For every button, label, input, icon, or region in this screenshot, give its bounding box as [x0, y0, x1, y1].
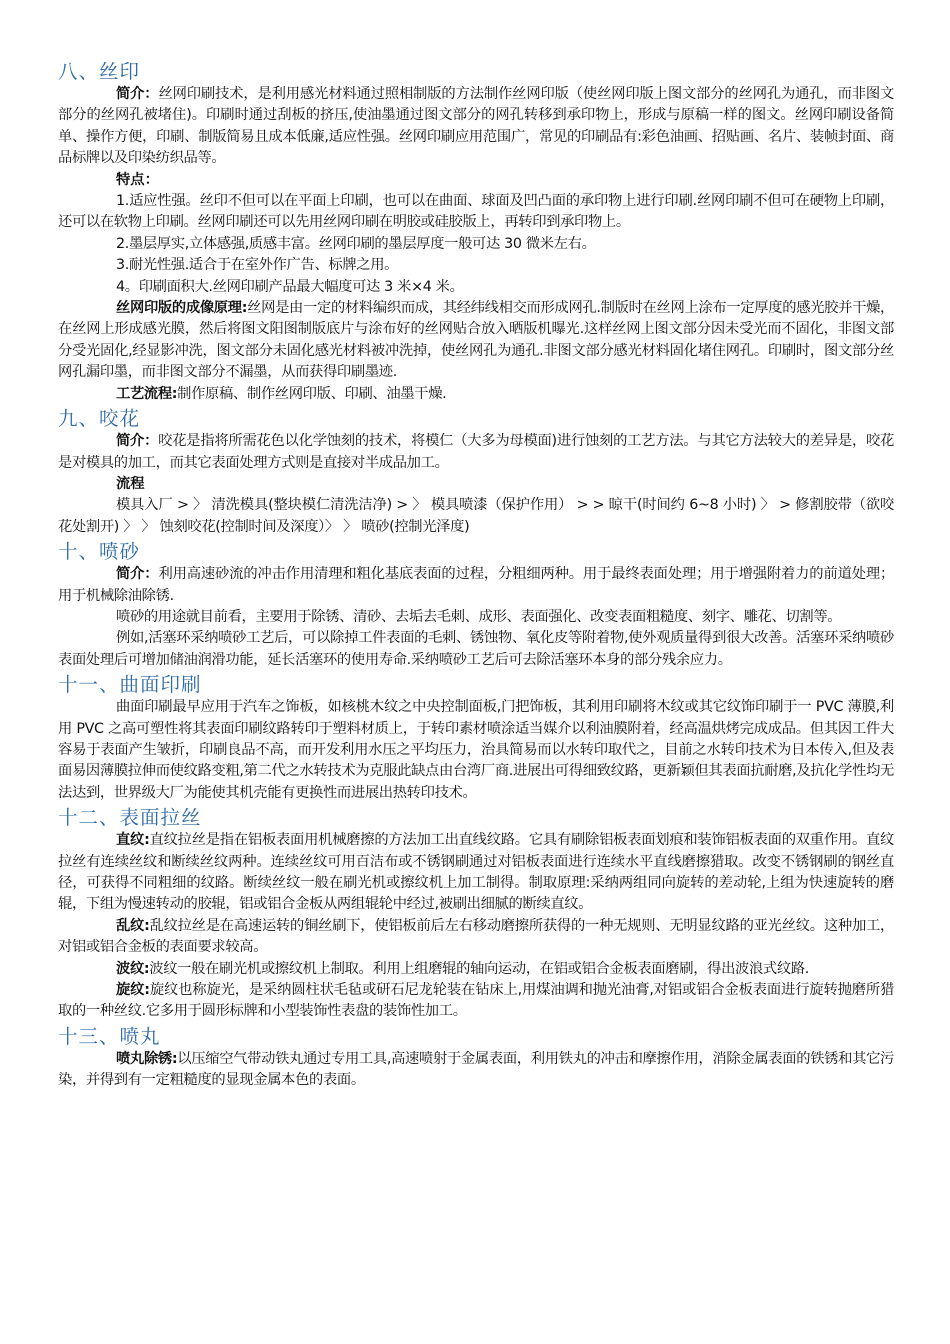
text: 以压缩空气带动铁丸通过专用工具,高速喷射于金属表面，利用铁丸的冲击和摩擦作用，消除金属表面的铁锈和其它污染，并得到有一定粗糙度的显现金属本色的表面。	[58, 1050, 895, 1089]
text: 丝网是由一定的材料编织而成，其经纬线相交而形成网孔.制版时在丝网上涂布一定厚度的感光胶并干燥，在丝网上形成感光膜，然后将图文阳图制版底片与涂布好的丝网贴合放入晒版机曝光.这样丝网上图文部分因未受光而不固化，非图文部分受光固化,经显影冲洗，图文部分未固化感光材料被冲洗掉，使丝网孔为通孔.非图文部分感光材料固化堵住网孔。印刷时，图文部分丝网孔漏印墨，而非图文部分不漏墨，从而获得印刷墨迹.	[58, 300, 894, 381]
text: 制作原稿、制作丝网印版、印刷、油墨干燥.	[177, 385, 447, 402]
paragraph	[58, 564, 894, 607]
paragraph: 模具入厂 > 〉 清洗模具(整块模仁清洗洁净) > 〉 模具喷漆（保护作用） > > 晾干(时间约 6~8 小时) 〉 > 修割胶带（欲咬花处割开) 〉 〉 蚀刻咬花(控制时间及深度）〉 〉 喷砂(控制光泽度)	[58, 497, 894, 535]
paragraph: 1.适应性强。丝印不但可以在平面上印刷，也可以在曲面、球面及凹凸面的承印物上进行印刷.丝网印刷不但可在硬物上印刷，还可以在软物上印刷。丝网印刷还可以先用丝网印刷在明胶或硅胶版上，再转印到承印物上。	[58, 193, 894, 231]
label: 工艺流程:	[116, 385, 178, 402]
text: 直纹拉丝是指在铝板表面用机械磨擦的方法加工出直线纹路。它具有刷除铝板表面划痕和装饰铝板表面的双重作用。直纹拉丝有连续丝纹和断续丝纹两种。连续丝纹可用百洁布或不锈钢刷通过对铝板表面进行连续水平直线磨擦猎取。改变不锈钢刷的钢丝直径，可获得不同粗细的纹路。断续丝纹一般在刷光机或擦纹机上加工制得。制取原理:采纳两组同向旋转的差动轮,上组为快速旋转的磨辊，下组为慢速转动的胶辊，铝或铝合金板从两组辊轮中经过,被刷出细腻的断续直纹。	[58, 832, 894, 913]
paragraph: 4。印刷面积大.丝网印刷产品最大幅度可达 3 米×4 米。	[116, 278, 464, 295]
paragraph	[58, 980, 894, 1023]
label: 简介：	[116, 433, 159, 450]
section-title-sandblasting: 十、喷砂	[58, 540, 141, 564]
section-title-brushing: 十二、表面拉丝	[58, 806, 202, 830]
paragraph: 例如,活塞环采纳喷砂工艺后，可以除掉工件表面的毛刺、锈蚀物、氧化皮等附着物,使外观质量得到很大改善。活塞环采纳喷砂表面处理后可增加储油润滑功能，延长活塞环的使用寿命.采纳喷砂工艺后可去除活塞环本身的部分残余应力。	[58, 630, 894, 668]
paragraph: 2.墨层厚实,立体感强,质感丰富。丝网印刷的墨层厚度一般可达 30 微米左右。	[116, 235, 596, 252]
text: 丝网印刷技术，是利用感光材料通过照相制版的方法制作丝网印版（使丝网印版上图文部分的丝网孔为通孔，而非图文部分的丝网孔被堵住)。印刷时通过刮板的挤压,使油墨通过图文部分的网孔转移到承印物上，形成与原稿一样的图文。丝网印刷设备简单、操作方便，印刷、制版简易且成本低廉,适应性强。丝网印刷应用范围广，常见的印刷品有:彩色油画、招贴画、名片、装帧封面、商品标牌以及印染纺织品等。	[58, 86, 895, 167]
paragraph: 曲面印刷最早应用于汽车之饰板，如核桃木纹之中央控制面板,门把饰板，其利用印刷将木纹或其它纹饰印刷于一 PVC 薄膜,利用 PVC 之高可塑性将其表面印刷纹路转印于塑料材质上，于转印素材喷涂适当媒介以利油膜附着，经高温烘烤完成成品。但其因工件大容易于表面产生皱折，印刷良品不高，而开发利用水压之平均压力，治具简易而以水转印取代之，目前之水转印技术为日本传入,但及表面易因薄膜拉伸而使纹路变粗,第二代之水转技术为克服此缺点由台湾厂商.进展出可得细致纹路，更新颖但其表面抗耐磨,及抗化学性均无法达到，世界级大厂为能使其机壳能有更换性而进展出热转印技术。	[58, 699, 894, 801]
document-page	[58, 58, 894, 1092]
text: 咬花是指将所需花色以化学蚀刻的技术，将模仁（大多为母模面)进行蚀刻的工艺方法。与其它方法较大的差异是，咬花是对模具的加工，而其它表面处理方式则是直接对半成品加工。	[58, 433, 894, 471]
paragraph: 3.耐光性强.适合于在室外作广告、标牌之用。	[116, 257, 399, 274]
label: 直纹:	[116, 832, 150, 849]
label: 简介：	[116, 566, 159, 583]
paragraph: 喷砂的用途就目前看，主要用于除锈、清砂、去垢去毛刺、成形、表面强化、改变表面粗糙度、刻字、雕花、切割等。	[116, 608, 842, 625]
section-title-curved-printing: 十一、曲面印刷	[58, 673, 202, 697]
section-title-silkscreen: 八、丝印	[58, 60, 141, 83]
paragraph	[58, 830, 894, 916]
text: 利用高速砂流的冲击作用清理和粗化基底表面的过程，分粗细两种。用于最终表面处理；用于增强附着力的前道处理；用于机械除油除锈.	[58, 566, 895, 604]
paragraph	[58, 916, 894, 959]
section-title-etching: 九、咬花	[58, 407, 141, 431]
text: 乱纹拉丝是在高速运转的铜丝刷下，使铝板前后左右移动磨擦所获得的一种无规则、无明显纹路的亚光丝纹。这种加工，对铝或铝合金板的表面要求较高。	[58, 917, 894, 956]
text: 旋纹也称旋光，是采纳圆柱状毛毡或研石尼龙轮装在钻床上,用煤油调和抛光油膏,对铝或铝合金板表面进行旋转抛磨所猎取的一种丝纹.它多用于圆形标牌和小型装饰性表盘的装饰性加工。	[58, 982, 895, 1020]
paragraph	[58, 1049, 894, 1092]
label: 旋纹:	[116, 982, 150, 999]
subheading: 流程	[116, 475, 145, 492]
paragraph	[58, 384, 894, 405]
label: 乱纹:	[116, 917, 150, 934]
paragraph	[58, 298, 894, 384]
subheading: 特点：	[116, 171, 159, 188]
paragraph	[58, 959, 894, 980]
text: 波纹一般在刷光机或擦纹机上制取。利用上组磨辊的轴向运动，在铝或铝合金板表面磨刷，得出波浪式纹路.	[149, 960, 809, 977]
paragraph	[58, 431, 894, 474]
label: 丝网印版的成像原理:	[116, 300, 248, 317]
label: 简介：	[116, 86, 159, 102]
section-title-shot-peening: 十三、喷丸	[58, 1024, 161, 1048]
label: 波纹:	[116, 960, 150, 977]
label: 喷丸除锈:	[116, 1050, 178, 1067]
paragraph	[58, 84, 894, 170]
